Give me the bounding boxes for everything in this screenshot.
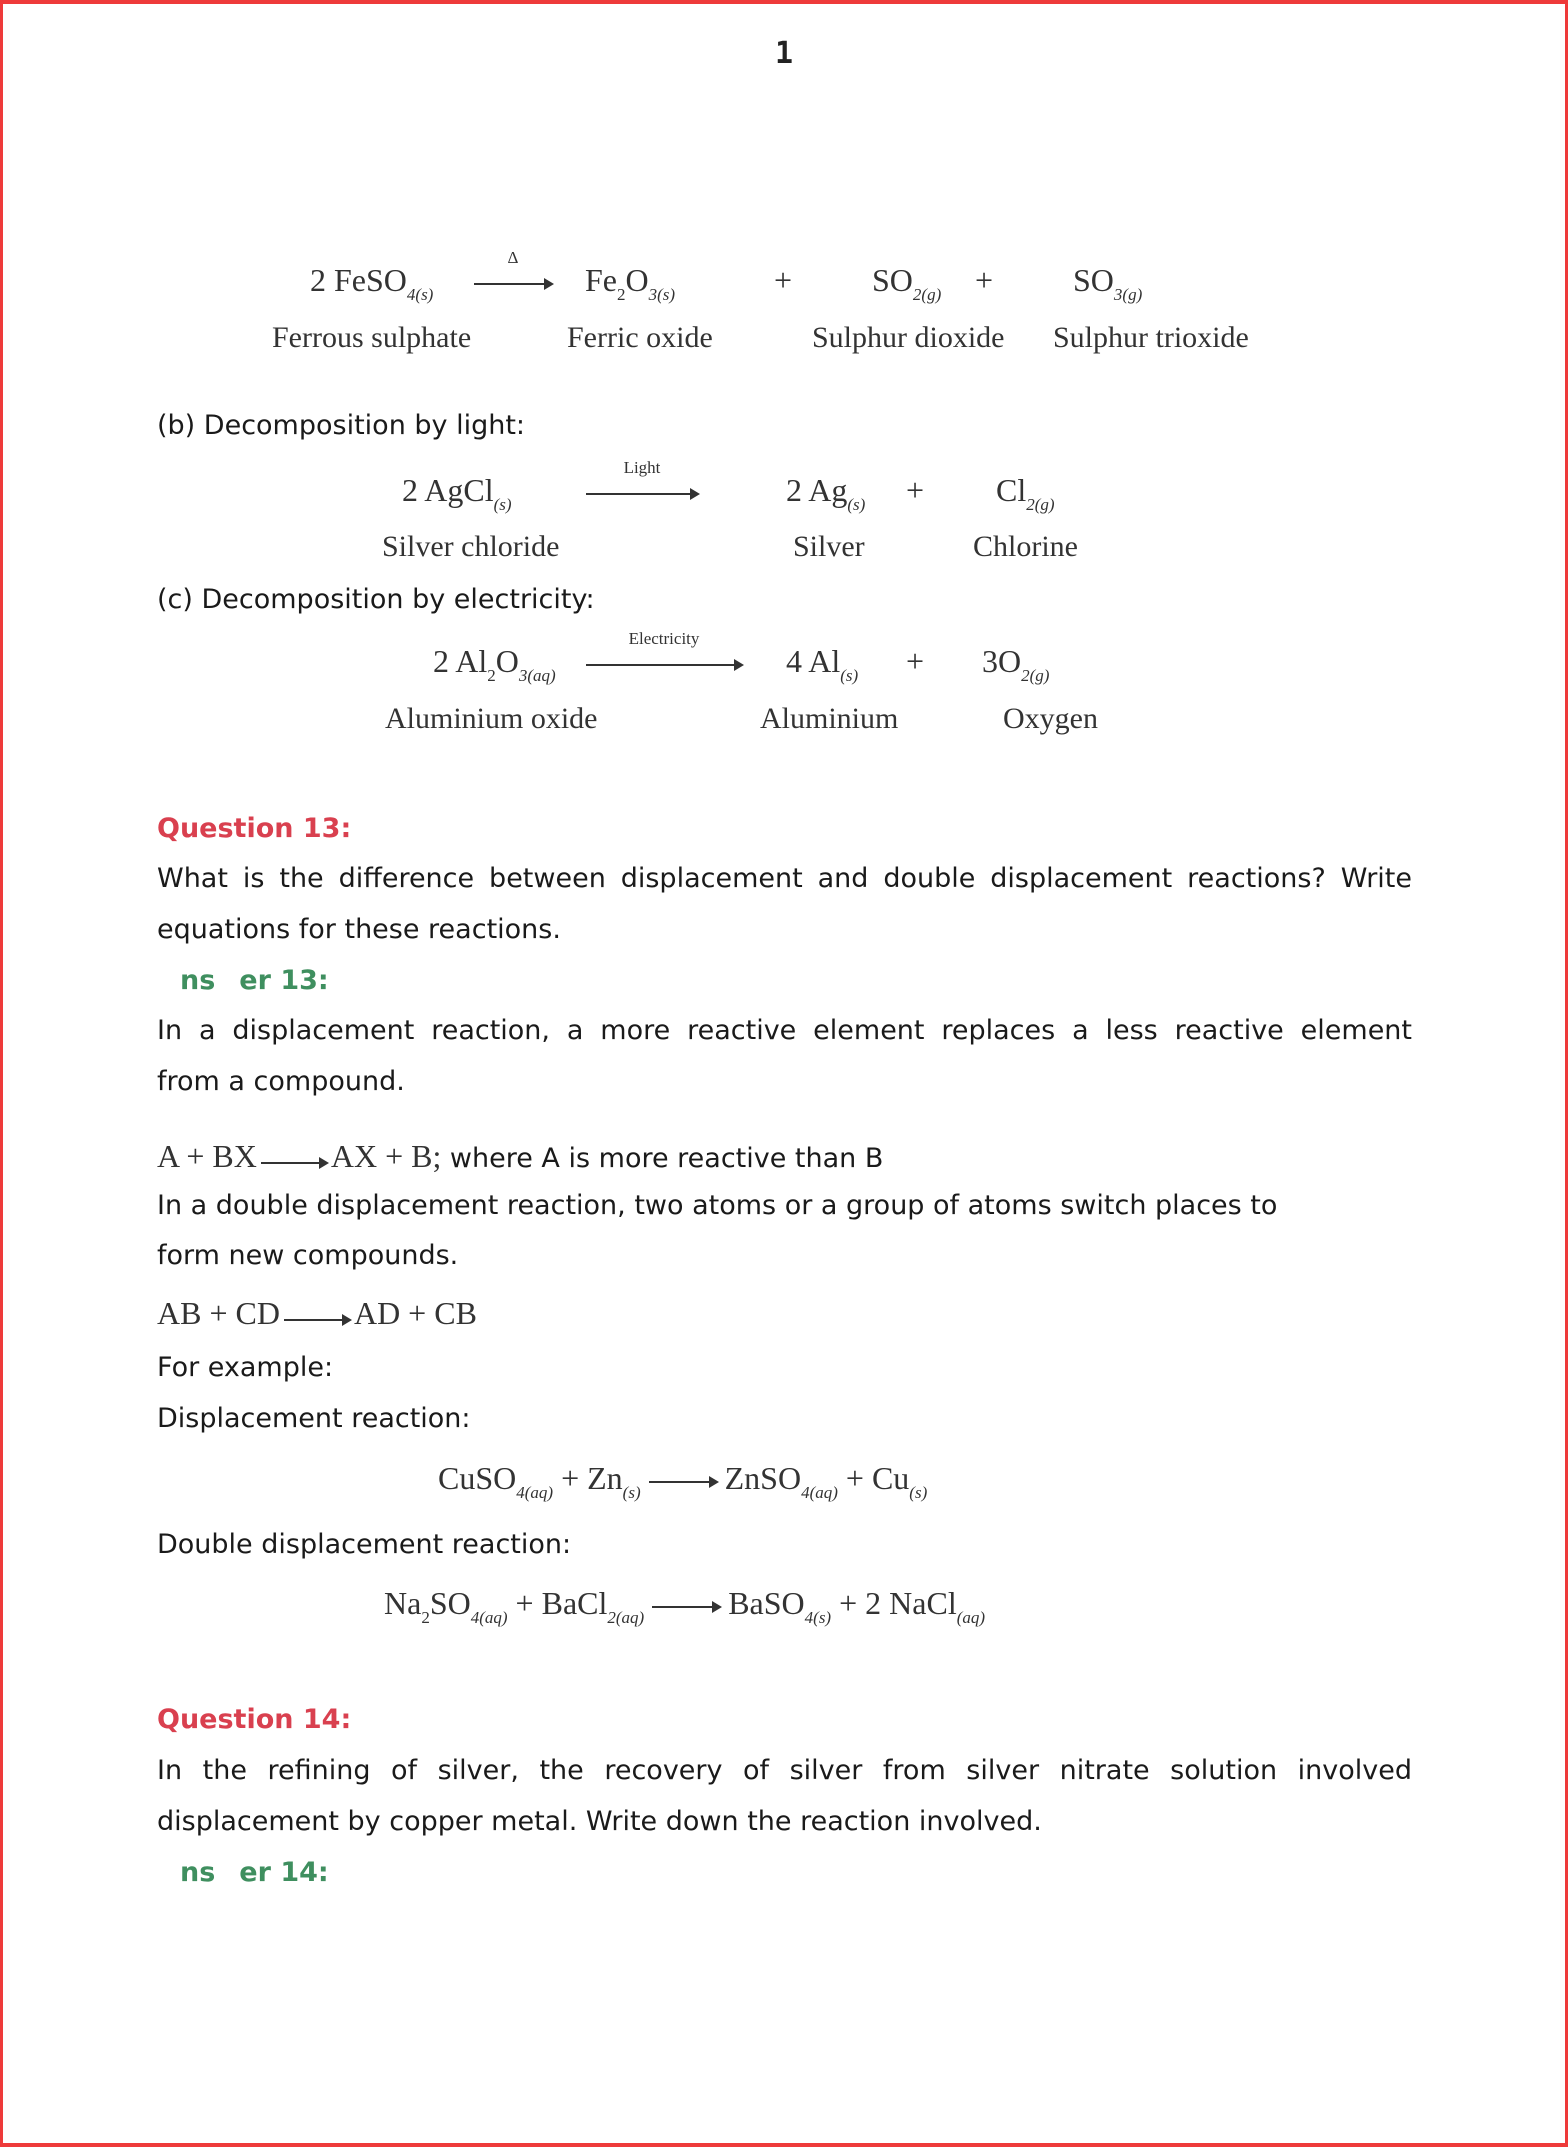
eq-product-so3: $SO_{3(g)}$ bbox=[1073, 262, 1143, 304]
double-displacement-example-equation: $Na_2SO_{4(aq)}$ + BaCl$_{2(aq)}$ BaSO$_{4(s)}$ + 2 NaCl$_{(aq)}$ bbox=[384, 1585, 986, 1627]
label-sulphur-trioxide: Sulphur trioxide bbox=[1053, 321, 1249, 354]
reaction-arrow-heat: Δ bbox=[474, 262, 552, 299]
page-number: 1 bbox=[774, 36, 794, 71]
eq-product-ferric-oxide: $Fe_2O_{3(s)}$ bbox=[585, 262, 676, 304]
label-aluminium-oxide: Aluminium oxide bbox=[385, 702, 598, 735]
eq-product-al: 4 $Al_{(s)}$ bbox=[786, 643, 859, 685]
question-13-text-line1: What is the difference between displacement and double displacement reactions? Write bbox=[157, 863, 1412, 894]
heading-decomposition-electricity: (c) Decomposition by electricity: bbox=[157, 584, 595, 615]
eq-product-o2: $3O_{2(g)}$ bbox=[982, 643, 1050, 685]
reaction-arrow bbox=[649, 1460, 717, 1497]
answer-13-para2-line1: In a double displacement reaction, two atoms or a group of atoms switch places to bbox=[157, 1190, 1278, 1221]
question-13-heading: Question 13: bbox=[157, 813, 352, 844]
eq-product-cl2: $Cl_{2(g)}$ bbox=[996, 472, 1055, 514]
plus-sign: + bbox=[906, 472, 925, 508]
general-displacement-equation: A + BX AX + B; where A is more reactive than B bbox=[157, 1138, 884, 1174]
label-silver-chloride: Silver chloride bbox=[382, 530, 560, 563]
eq-reactant-al2o3: 2 $Al_2O_{3(aq)}$ bbox=[433, 643, 556, 685]
reaction-arrow bbox=[652, 1585, 720, 1622]
double-displacement-reaction-label: Double displacement reaction: bbox=[157, 1529, 572, 1560]
reaction-arrow bbox=[284, 1311, 350, 1329]
label-aluminium: Aluminium bbox=[760, 702, 899, 735]
eq-reactant-agcl: 2 AgCl$_{(s)}$ bbox=[402, 472, 512, 514]
reaction-arrow-electricity: Electricity bbox=[586, 643, 742, 680]
eq-product-so2: $SO_{2(g)}$ bbox=[872, 262, 942, 304]
plus-sign: + bbox=[975, 262, 994, 298]
label-sulphur-dioxide: Sulphur dioxide bbox=[812, 321, 1005, 354]
answer-13-para1-line2: from a compound. bbox=[157, 1066, 405, 1097]
label-silver: Silver bbox=[793, 530, 865, 563]
question-13-text-line2: equations for these reactions. bbox=[157, 914, 561, 945]
label-ferric-oxide: Ferric oxide bbox=[567, 321, 713, 354]
plus-sign: + bbox=[774, 262, 793, 298]
label-ferrous-sulphate: Ferrous sulphate bbox=[272, 321, 472, 354]
answer-13-para1-line1: In a displacement reaction, a more reactive element replaces a less reactive element bbox=[157, 1015, 1412, 1046]
reaction-arrow-light: Light bbox=[586, 472, 698, 509]
answer-13-heading: ns er 13: bbox=[180, 965, 329, 996]
eq-product-ag: 2 $Ag_{(s)}$ bbox=[786, 472, 866, 514]
reaction-arrow bbox=[261, 1154, 327, 1172]
label-oxygen: Oxygen bbox=[1003, 702, 1098, 735]
displacement-example-equation: CuSO$_{4(aq)}$ + $Zn_{(s)}$ ZnSO$_{4(aq)}$ + $Cu_{(s)}$ bbox=[438, 1460, 928, 1502]
answer-13-para2-line2: form new compounds. bbox=[157, 1240, 459, 1271]
for-example-label: For example: bbox=[157, 1352, 334, 1383]
displacement-reaction-label: Displacement reaction: bbox=[157, 1403, 471, 1434]
label-chlorine: Chlorine bbox=[973, 530, 1078, 563]
eq-reactant: 2 FeSO$_{4(s)}$ bbox=[310, 262, 434, 304]
general-double-displacement-equation: AB + CD AD + CB bbox=[157, 1295, 477, 1331]
heading-decomposition-light: (b) Decomposition by light: bbox=[157, 410, 526, 441]
plus-sign: + bbox=[906, 643, 925, 679]
question-14-heading: Question 14: bbox=[157, 1704, 352, 1735]
question-14-text-line1: In the refining of silver, the recovery of silver from silver nitrate solution involved bbox=[157, 1755, 1412, 1786]
answer-14-heading: ns er 14: bbox=[180, 1857, 329, 1888]
question-14-text-line2: displacement by copper metal. Write down the reaction involved. bbox=[157, 1806, 1042, 1837]
